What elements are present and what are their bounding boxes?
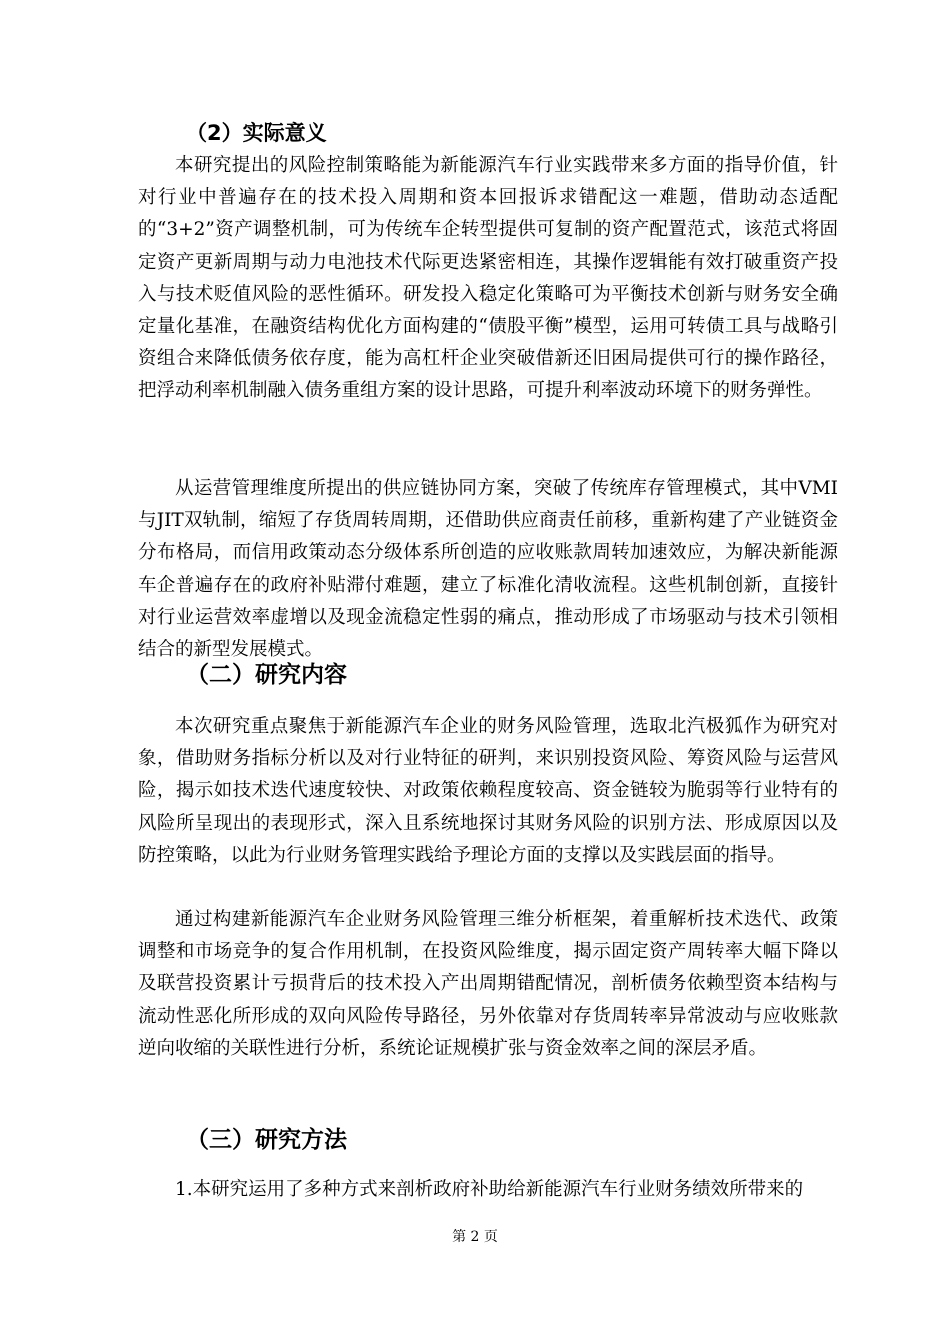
method-paragraph-1: 1.本研究运用了多种方式来剖析政府补助给新能源汽车行业财务绩效所带来的 (175, 1179, 804, 1200)
content-paragraph-1: 本次研究重点聚焦于新能源汽车企业的财务风险管理，选取北汽极狐作为研究对象，借助财务指标分析以及对行业特征的研判，来识别投资风险、筹资风险与运营风险，揭示如技术迭代速度较快、对政策依赖程度较高、资金链较为脆弱等行业特有的风险所呈现出的表现形式，深入且系统地探讨其财务风险的识别方法、形成原因以及防控策略，以此为行业财务管理实践给予理论方面的支撑以及实践层面的指导。 (138, 716, 838, 866)
practical-significance-heading: （2）实际意义 (186, 121, 327, 145)
practical-paragraph-2: 从运营管理维度所提出的供应链协同方案，突破了传统库存管理模式，其中VMI与JIT双轨制，缩短了存货周转周期，还借助供应商责任前移，重新构建了产业链资金分布格局，而信用政策动态分级体系所创造的应收账款周转加速效应，为解决新能源车企普遍存在的政府补贴滞付难题，建立了标准化清收流程。这些机制创新，直接针对行业运营效率虚增以及现金流稳定性弱的痛点，推动形成了市场驱动与技术引领相结合的新型发展模式。 (138, 478, 838, 661)
page-number: 第 2 页 (452, 1229, 498, 1245)
research-content-heading: （二）研究内容 (186, 662, 347, 688)
content-paragraph-2: 通过构建新能源汽车企业财务风险管理三维分析框架，着重解析技术迭代、政策调整和市场竞争的复合作用机制，在投资风险维度，揭示固定资产周转率大幅下降以及联营投资累计亏损背后的技术投入产出周期错配情况，剖析债务依赖型资本结构与流动性恶化所形成的双向风险传导路径，另外依靠对存货周转率异常波动与应收账款逆向收缩的关联性进行分析，系统论证规模扩张与资金效率之间的深层矛盾。 (138, 909, 838, 1059)
research-method-heading: （三）研究方法 (186, 1127, 347, 1153)
practical-paragraph-1: 本研究提出的风险控制策略能为新能源汽车行业实践带来多方面的指导价值，针对行业中普遍存在的技术投入周期和资本回报诉求错配这一难题，借助动态适配的“3+2”资产调整机制，可为传统车企转型提供可复制的资产配置范式，该范式将固定资产更新周期与动力电池技术代际更迭紧密相连，其操作逻辑能有效打破重资产投入与技术贬值风险的恶性循环。研发投入稳定化策略可为平衡技术创新与财务安全确定量化基准，在融资结构优化方面构建的“债股平衡”模型，运用可转债工具与战略引资组合来降低债务依存度，能为高杠杆企业突破借新还旧困局提供可行的操作路径，把浮动利率机制融入债务重组方案的设计思路，可提升利率波动环境下的财务弹性。 (138, 155, 838, 402)
